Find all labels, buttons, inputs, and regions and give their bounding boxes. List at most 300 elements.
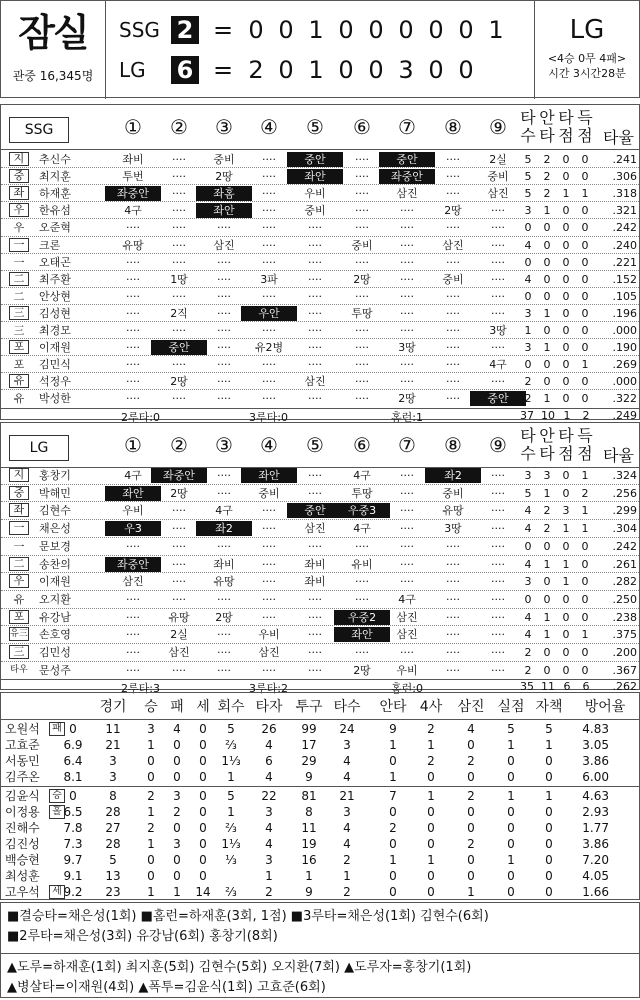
batting-stat: 2 <box>543 170 551 184</box>
at-bat-result: ···· <box>126 663 140 677</box>
pitching-stat: 2 <box>427 722 435 736</box>
at-bat-result: 중안 <box>470 391 526 406</box>
batting-stat: 3 <box>524 204 532 218</box>
at-bat-result: 우중3 <box>334 503 390 518</box>
pitching-stat: 7.20 <box>582 853 609 867</box>
at-bat-result: ···· <box>308 392 322 406</box>
at-bat-result: ···· <box>126 221 140 235</box>
at-bat-result: ···· <box>308 358 322 372</box>
position-label: 一 <box>9 238 29 252</box>
batting-stat: 1 <box>543 341 551 355</box>
batter-row <box>1 556 640 573</box>
batting-stat: 0 <box>581 170 589 184</box>
batter-row <box>1 202 640 219</box>
at-bat-result: 삼진 <box>213 238 235 252</box>
at-bat-result: 삼진 <box>396 187 418 201</box>
at-bat-result: ···· <box>491 628 505 642</box>
pitching-stat: 1 <box>427 738 435 752</box>
batting-stat: 0 <box>543 289 551 303</box>
at-bat-result: 3땅 <box>398 341 416 355</box>
batting-stat: 1 <box>562 557 570 571</box>
at-bat-result: ···· <box>262 255 276 269</box>
pitching-stat: 2 <box>147 789 155 803</box>
at-bat-result: ···· <box>491 539 505 553</box>
pitching-stat: 2 <box>467 754 475 768</box>
at-bat-result: ···· <box>217 306 231 320</box>
pitching-stat: 0 <box>467 821 475 835</box>
pitching-stat: 2 <box>343 853 351 867</box>
pitching-header: 타수 <box>333 699 361 715</box>
batter-row <box>1 356 640 373</box>
at-bat-result: ···· <box>446 628 460 642</box>
batting-stat: 1 <box>562 522 570 536</box>
at-bat-result: ···· <box>355 575 369 589</box>
player-name: 이재원 <box>39 575 71 589</box>
pitching-stat: 22 <box>261 789 277 803</box>
pitching-stat: 0 <box>545 805 553 819</box>
at-bat-result: ···· <box>262 238 276 252</box>
pitching-stat: 0 <box>545 837 553 851</box>
at-bat-result: 중비 <box>304 204 326 218</box>
at-bat-result: ···· <box>446 221 460 235</box>
team-stat-total: 11 <box>541 680 555 694</box>
at-bat-result: ···· <box>400 358 414 372</box>
at-bat-result: ···· <box>491 522 505 536</box>
pitching-stat: 1 <box>507 789 515 803</box>
pitcher-name: 김진성 <box>5 837 40 851</box>
pitching-stat: 0 <box>199 789 207 803</box>
at-bat-result: ···· <box>217 358 231 372</box>
pitching-stat: 1 <box>147 738 155 752</box>
pitching-stat: 1 <box>389 770 397 784</box>
position-label: 一 <box>13 255 25 269</box>
batting-stat: 0 <box>581 610 589 624</box>
batting-stat: 2 <box>543 153 551 166</box>
batting-stat: 0 <box>581 204 589 218</box>
avg-header: 타율 <box>603 446 634 465</box>
pitching-section <box>0 692 640 900</box>
pitching-stat: 16 <box>301 853 317 867</box>
at-bat-result: ···· <box>491 610 505 624</box>
pitching-stat: 0 <box>389 754 397 768</box>
at-bat-result: ···· <box>446 557 460 571</box>
pitcher-name: 진해수 <box>5 821 40 835</box>
at-bat-result: ···· <box>400 204 414 218</box>
batting-stat: 0 <box>562 221 570 235</box>
pitching-stat: 81 <box>301 789 317 803</box>
at-bat-result: ···· <box>446 341 460 355</box>
pitching-stat: 3 <box>109 770 117 784</box>
pitching-stat: ⅔ <box>225 738 237 752</box>
at-bat-result: 유땅 <box>122 238 144 252</box>
at-bat-result: 2땅 <box>215 610 233 624</box>
at-bat-result: ···· <box>217 255 231 269</box>
at-bat-result: 중안 <box>379 152 435 167</box>
batting-stat: 0 <box>581 324 589 337</box>
at-bat-result: ···· <box>172 575 186 589</box>
at-bat-result: ···· <box>400 272 414 286</box>
pitching-header: 승 <box>144 699 158 715</box>
pitching-header: 타자 <box>255 699 283 715</box>
at-bat-result: 삼진 <box>304 522 326 536</box>
pitcher-seq: 6.5 <box>63 805 83 819</box>
batter-row <box>1 609 640 626</box>
at-bat-result: ···· <box>262 375 276 389</box>
at-bat-result: ···· <box>262 575 276 589</box>
pitcher-row <box>1 753 640 769</box>
inning-score: 0 <box>278 16 294 44</box>
at-bat-result: ···· <box>446 306 460 320</box>
inning-score: 3 <box>398 56 414 84</box>
batting-stat: 0 <box>562 628 570 642</box>
pitching-stat: 1⅓ <box>221 837 241 851</box>
pitcher-row <box>1 836 640 852</box>
batting-stat: 1 <box>581 522 589 536</box>
batting-stat: 0 <box>581 663 589 677</box>
position-label: 三 <box>13 324 25 337</box>
linescore-total: 6 <box>171 56 199 84</box>
batting-average: .322 <box>612 392 637 406</box>
pitching-stat: 1 <box>507 853 515 867</box>
pitching-stat: ⅔ <box>225 821 237 835</box>
stat-header: 수 <box>520 126 536 145</box>
pitching-stat: 0 <box>199 837 207 851</box>
pitching-stat: 2.93 <box>582 805 609 819</box>
at-bat-result: 중비 <box>442 486 464 500</box>
at-bat-result: ···· <box>262 153 276 166</box>
at-bat-result: ···· <box>308 663 322 677</box>
at-bat-result: ···· <box>446 255 460 269</box>
pitcher-row <box>1 804 640 820</box>
batting-stat: 0 <box>543 539 551 553</box>
pitcher-row <box>1 721 640 737</box>
at-bat-result: ···· <box>491 375 505 389</box>
pitcher-name: 백승현 <box>5 853 40 867</box>
at-bat-result: ···· <box>126 341 140 355</box>
attendance: 관중 16,345명 <box>12 69 94 83</box>
at-bat-result: ···· <box>308 592 322 606</box>
pitcher-seq: 0 <box>69 722 77 736</box>
player-name: 최경모 <box>39 324 71 337</box>
batting-average: .105 <box>612 289 637 303</box>
pitching-stat: 0 <box>507 837 515 851</box>
at-bat-result: ···· <box>446 592 460 606</box>
pitcher-seq: 7.8 <box>63 821 83 835</box>
at-bat-result: ···· <box>400 375 414 389</box>
batting-stat: 0 <box>543 221 551 235</box>
pitching-stat: 1 <box>545 738 553 752</box>
at-bat-result: ···· <box>355 187 369 201</box>
at-bat-result: ···· <box>446 610 460 624</box>
batting-stat: 5 <box>524 153 532 166</box>
pitcher-row <box>1 852 640 868</box>
at-bat-result: 삼진 <box>396 628 418 642</box>
at-bat-result: 중비 <box>487 170 509 184</box>
inning-header: ⑦ <box>398 433 416 457</box>
at-bat-result: ···· <box>355 255 369 269</box>
batting-average: .000 <box>612 375 637 389</box>
at-bat-result: ···· <box>400 486 414 500</box>
position-label: 좌 <box>9 503 29 517</box>
at-bat-result: 좌안 <box>241 468 297 483</box>
position-label: 중 <box>9 169 29 183</box>
ssg-team-label: SSG <box>9 117 69 143</box>
batting-stat: 4 <box>524 557 532 571</box>
batting-stat: 2 <box>524 375 532 389</box>
pitching-stat: 0 <box>199 738 207 752</box>
at-bat-result: ···· <box>262 221 276 235</box>
at-bat-result: ···· <box>491 204 505 218</box>
at-bat-result: ···· <box>355 289 369 303</box>
player-name: 박해민 <box>39 486 71 500</box>
at-bat-result: 중안 <box>151 340 207 355</box>
at-bat-result: ···· <box>491 557 505 571</box>
at-bat-result: 2실 <box>489 153 507 166</box>
player-name: 손호영 <box>39 628 71 642</box>
at-bat-result: ···· <box>491 663 505 677</box>
at-bat-result: ···· <box>446 392 460 406</box>
at-bat-result: ···· <box>308 255 322 269</box>
position-label: 중 <box>9 486 29 500</box>
batting-stat: 0 <box>562 153 570 166</box>
pitching-stat: 1.77 <box>582 821 609 835</box>
equals-sign: = <box>213 56 234 84</box>
batting-stat: 5 <box>524 170 532 184</box>
at-bat-result: 3땅 <box>444 522 462 536</box>
batter-row <box>1 662 640 679</box>
at-bat-result: 2땅 <box>170 375 188 389</box>
at-bat-result: 좌비 <box>304 575 326 589</box>
lg-team-label: LG <box>9 435 69 461</box>
pitching-stat: 4 <box>343 821 351 835</box>
at-bat-result: 우비 <box>122 504 144 518</box>
batter-row <box>1 151 640 168</box>
at-bat-result: ···· <box>491 221 505 235</box>
at-bat-result: ···· <box>172 238 186 252</box>
batting-average: .282 <box>612 575 637 589</box>
pitcher-name: 고효준 <box>5 738 40 752</box>
team-stat-total: 10 <box>541 408 555 422</box>
pitcher-row <box>1 820 640 836</box>
batting-stat: 0 <box>562 324 570 337</box>
pitching-stat: 27 <box>105 821 121 835</box>
batting-stat: 4 <box>524 504 532 518</box>
at-bat-result: 좌중안 <box>379 169 435 184</box>
at-bat-result: 우중2 <box>334 610 390 625</box>
position-label: 二 <box>13 289 25 303</box>
batting-average: .200 <box>612 646 637 659</box>
pitching-stat: 9 <box>305 885 313 899</box>
position-label: 지 <box>9 468 29 482</box>
pitching-stat: 1 <box>427 853 435 867</box>
pitcher-seq: 8.1 <box>63 770 83 784</box>
pitching-stat: 1.66 <box>582 885 609 899</box>
decision-badge: 승 <box>49 789 65 803</box>
pitching-stat: 9 <box>305 770 313 784</box>
inning-header: ⑥ <box>353 115 371 139</box>
pitching-stat: 0 <box>147 853 155 867</box>
at-bat-result: 2실 <box>170 628 188 642</box>
inning-header: ② <box>170 115 188 139</box>
batting-stat: 0 <box>581 592 589 606</box>
at-bat-result: 좌비 <box>122 153 144 166</box>
at-bat-result: 2직 <box>170 306 188 320</box>
batter-row <box>1 591 640 608</box>
at-bat-result: 우안 <box>241 306 297 321</box>
batting-stat: 5 <box>524 486 532 500</box>
batting-stat: 3 <box>524 341 532 355</box>
at-bat-result: 좌비 <box>213 557 235 571</box>
batting-stat: 0 <box>581 221 589 235</box>
pitching-stat: 0 <box>173 853 181 867</box>
batting-stat: 0 <box>581 646 589 659</box>
batter-row <box>1 254 640 271</box>
position-label: 유 <box>13 592 25 606</box>
at-bat-result: ···· <box>308 289 322 303</box>
at-bat-result: 2땅 <box>444 204 462 218</box>
team-batting-totals <box>1 409 640 423</box>
pitching-stat: 0 <box>427 869 435 883</box>
pitching-header: 회수 <box>217 699 245 715</box>
at-bat-result: 4구 <box>353 522 371 536</box>
team-divider <box>1 786 640 787</box>
batting-stat: 0 <box>581 539 589 553</box>
inning-header: ③ <box>215 433 233 457</box>
stat-header: 타 <box>520 426 536 445</box>
pitching-stat: 0 <box>427 885 435 899</box>
pitching-header-row <box>1 697 640 717</box>
pitching-header: 경기 <box>99 699 127 715</box>
batting-stat: 1 <box>543 204 551 218</box>
at-bat-result: 좌비 <box>304 557 326 571</box>
pitcher-name: 오원석 <box>5 722 40 736</box>
inning-score: 1 <box>488 16 504 44</box>
pitcher-name: 김윤식 <box>5 789 40 803</box>
pitching-stat: 0 <box>507 770 515 784</box>
pitching-stat: ⅓ <box>225 853 237 867</box>
inning-header: ⑤ <box>306 433 324 457</box>
at-bat-result: ···· <box>355 646 369 659</box>
pitching-stat: 1 <box>305 869 313 883</box>
pitching-stat: 0 <box>427 821 435 835</box>
at-bat-result: ···· <box>217 469 231 482</box>
inning-header: ⑨ <box>489 433 507 457</box>
at-bat-result: ···· <box>355 375 369 389</box>
position-label: 우 <box>9 203 29 217</box>
pitching-stat: 6.00 <box>582 770 609 784</box>
at-bat-result: ···· <box>262 358 276 372</box>
at-bat-result: ···· <box>446 375 460 389</box>
at-bat-result: ···· <box>491 646 505 659</box>
at-bat-result: ···· <box>217 486 231 500</box>
homerun-total: 홈런:1 <box>391 410 423 424</box>
batting-stat: 0 <box>581 557 589 571</box>
pitcher-seq: 6.9 <box>63 738 83 752</box>
batting-stat: 1 <box>581 187 589 201</box>
pitching-stat: 0 <box>147 770 155 784</box>
at-bat-result: ···· <box>172 153 186 166</box>
player-name: 안상현 <box>39 289 71 303</box>
pitching-stat: 3 <box>265 853 273 867</box>
pitching-stat: 0 <box>545 770 553 784</box>
position-label: 우 <box>13 221 25 235</box>
pitching-stat: 2 <box>467 789 475 803</box>
batting-average: .196 <box>612 306 637 320</box>
batting-average: .318 <box>612 187 637 201</box>
pitching-stat: 5 <box>227 789 235 803</box>
pitching-stat: 0 <box>545 853 553 867</box>
at-bat-result: 3땅 <box>489 324 507 337</box>
batting-average: .000 <box>612 324 637 337</box>
pitching-header: 자책 <box>535 699 563 715</box>
pitching-stat: 17 <box>301 738 317 752</box>
at-bat-result: 유땅 <box>213 575 235 589</box>
at-bat-result: 우비 <box>304 187 326 201</box>
pitching-stat: 0 <box>199 853 207 867</box>
pitching-stat: 11 <box>105 722 121 736</box>
pitching-header: 4사 <box>419 699 443 715</box>
at-bat-result: ···· <box>308 628 322 642</box>
inning-header: ① <box>124 433 142 457</box>
batting-stat: 3 <box>543 469 551 482</box>
pitching-stat: 1 <box>389 853 397 867</box>
at-bat-result: 중안 <box>287 152 343 167</box>
at-bat-result: ···· <box>400 469 414 482</box>
ssg-batting-section <box>0 104 640 424</box>
at-bat-result: ···· <box>262 324 276 337</box>
pitcher-row <box>1 788 640 804</box>
pitching-stat: 3.05 <box>582 738 609 752</box>
batting-average: .238 <box>612 610 637 624</box>
at-bat-result: 삼진 <box>258 646 280 659</box>
batter-row <box>1 339 640 356</box>
position-label: 유 <box>13 392 25 406</box>
pitching-stat: 5 <box>227 722 235 736</box>
at-bat-result: 좌안 <box>105 486 161 501</box>
at-bat-result: ···· <box>400 504 414 518</box>
pitching-stat: 4 <box>343 837 351 851</box>
batting-stat: 4 <box>524 610 532 624</box>
at-bat-result: ···· <box>491 255 505 269</box>
at-bat-result: ···· <box>355 221 369 235</box>
doubles-total: 2루타:0 <box>121 410 160 424</box>
linescore-total: 2 <box>171 16 199 44</box>
at-bat-result: ···· <box>491 504 505 518</box>
pitching-stat: 0 <box>199 770 207 784</box>
equals-sign: = <box>213 16 234 44</box>
at-bat-result: 좌안 <box>287 169 343 184</box>
batting-stat: 0 <box>524 221 532 235</box>
pitching-stat: 2 <box>173 805 181 819</box>
at-bat-result: ···· <box>217 592 231 606</box>
pitching-stat: 28 <box>105 805 121 819</box>
at-bat-result: ···· <box>126 289 140 303</box>
at-bat-result: ···· <box>217 324 231 337</box>
decision-badge: 홀 <box>49 805 65 819</box>
batter-row <box>1 485 640 502</box>
inning-header: ⑧ <box>444 115 462 139</box>
pitcher-seq: 0 <box>69 789 77 803</box>
pitching-stat: 0 <box>199 821 207 835</box>
avg-header: 타율 <box>603 128 634 147</box>
batting-average: .241 <box>612 153 637 166</box>
pitching-stat: 3.86 <box>582 837 609 851</box>
doubles-total: 2루타:3 <box>121 682 160 696</box>
batting-stat: 0 <box>581 272 589 286</box>
pitching-header: 세 <box>196 699 210 715</box>
at-bat-result: 4구 <box>398 592 416 606</box>
at-bat-result: 중비 <box>258 486 280 500</box>
